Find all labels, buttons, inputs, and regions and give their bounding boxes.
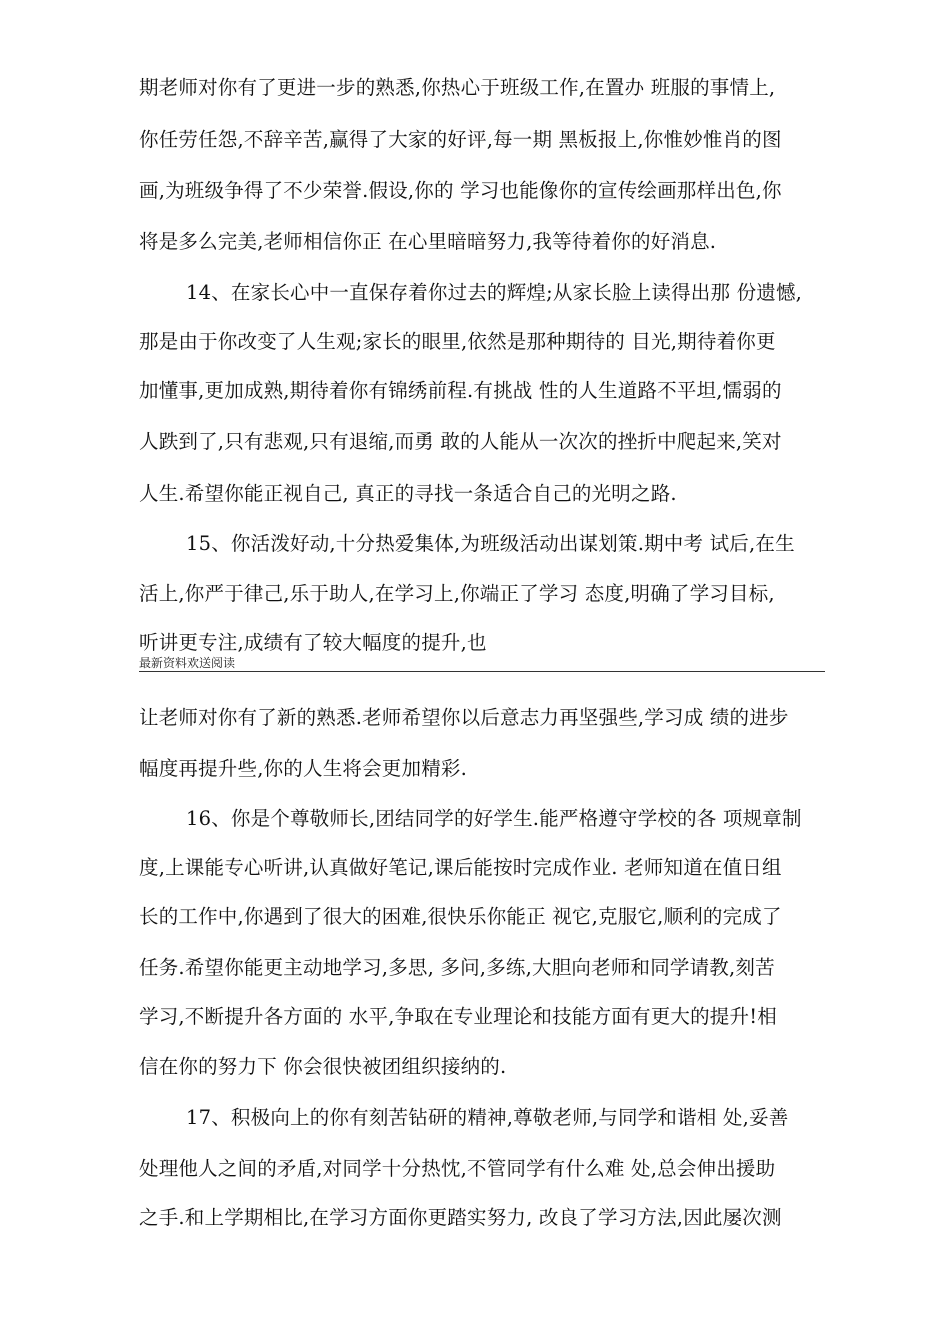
paragraph-line: 处理他人之间的矛盾,对同学十分热忱,不管同学有什么难 处,总会伸出援助: [139, 1157, 776, 1180]
paragraph-line: 15、你活泼好动,十分热爱集体,为班级活动出谋划策.期中考 试后,在生: [186, 532, 795, 555]
paragraph-line: 加懂事,更加成熟,期待着你有锦绣前程.有挑战 性的人生道路不平坦,懦弱的: [139, 379, 782, 402]
paragraph-line: 人跌到了,只有悲观,只有退缩,而勇 敢的人能从一次次的挫折中爬起来,笑对: [139, 430, 782, 453]
paragraph-line: 度,上课能专心听讲,认真做好笔记,课后能按时完成作业. 老师知道在值日组: [139, 856, 782, 879]
paragraph-line: 信在你的努力下 你会很快被团组织接纳的.: [139, 1055, 507, 1078]
paragraph-line: 14、在家长心中一直保存着你过去的辉煌;从家长脸上读得出那 份遗憾,: [186, 281, 803, 304]
paragraph-line: 学习,不断提升各方面的 水平,争取在专业理论和技能方面有更大的提升!相: [139, 1005, 777, 1028]
paragraph-line: 你任劳任怨,不辞辛苦,赢得了大家的好评,每一期 黑板报上,你惟妙惟肖的图: [139, 128, 782, 151]
paragraph-line: 幅度再提升些,你的人生将会更加精彩.: [139, 757, 467, 780]
paragraph-line: 活上,你严于律己,乐于助人,在学习上,你端正了学习 态度,明确了学习目标,: [139, 582, 775, 605]
paragraph-line: 任务.希望你能更主动地学习,多思, 多问,多练,大胆向老师和同学请教,刻苦: [139, 956, 775, 979]
paragraph-line: 17、积极向上的你有刻苦钻研的精神,尊敬老师,与同学和谐相 处,妥善: [186, 1106, 789, 1129]
paragraph-line: 16、你是个尊敬师长,团结同学的好学生.能严格遵守学校的各 项规章制: [186, 807, 802, 830]
paragraph-line: 将是多么完美,老师相信你正 在心里暗暗努力,我等待着你的好消息.: [139, 230, 717, 253]
paragraph-line: 画,为班级争得了不少荣誉.假设,你的 学习也能像你的宣传绘画那样出色,你: [139, 179, 782, 202]
paragraph-line: 期老师对你有了更进一步的熟悉,你热心于班级工作,在置办 班服的事情上,: [139, 76, 776, 99]
footer-divider: [139, 671, 825, 672]
paragraph-line: 那是由于你改变了人生观;家长的眼里,依然是那种期待的 目光,期待着你更: [139, 330, 776, 353]
page-footer-label: 最新资料欢送阅读: [139, 656, 236, 670]
paragraph-line: 人生.希望你能正视自己, 真正的寻找一条适合自己的光明之路.: [139, 482, 677, 505]
paragraph-line: 之手.和上学期相比,在学习方面你更踏实努力, 改良了学习方法,因此屡次测: [139, 1206, 782, 1229]
paragraph-line: 长的工作中,你遇到了很大的困难,很快乐你能正 视它,克服它,顺利的完成了: [139, 905, 782, 928]
paragraph-line: 让老师对你有了新的熟悉.老师希望你以后意志力再坚强些,学习成 绩的进步: [139, 706, 789, 729]
paragraph-line: 听讲更专注,成绩有了较大幅度的提升,也: [139, 631, 487, 654]
